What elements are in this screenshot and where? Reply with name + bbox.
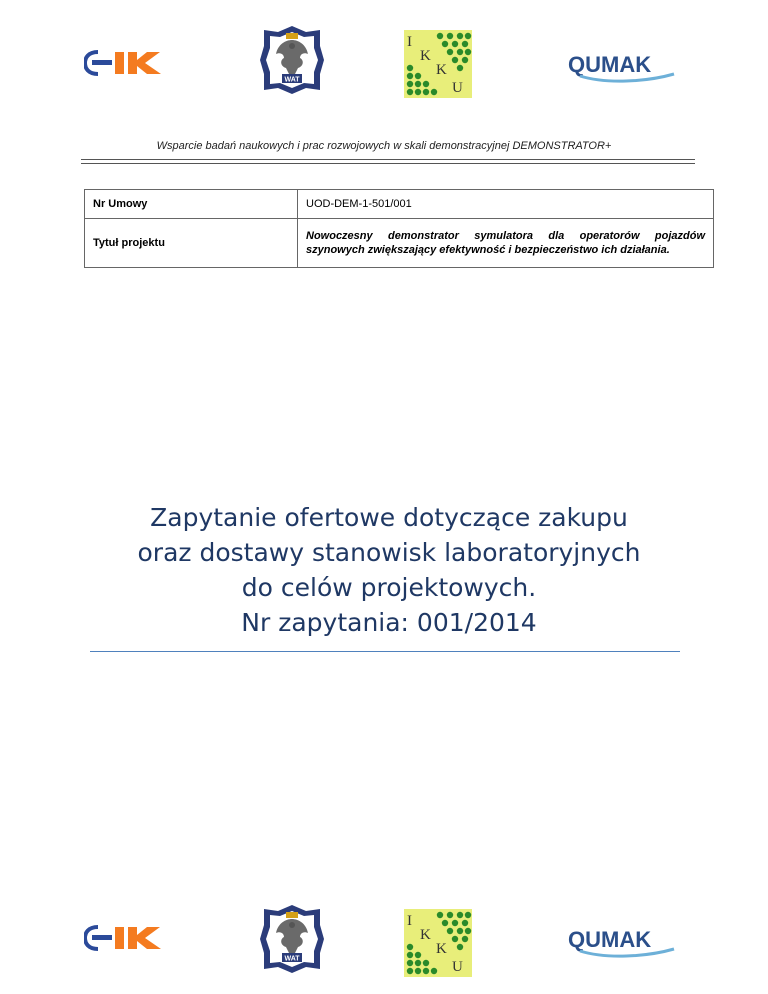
qumak-logo-text: QUMAK bbox=[568, 52, 652, 77]
cik-logo bbox=[84, 925, 166, 951]
project-info-table bbox=[84, 189, 714, 268]
title-line: Zapytanie ofertowe dotyczące zakupu bbox=[150, 503, 628, 532]
ikku-letter-i: I bbox=[407, 913, 412, 929]
footer-logo-row bbox=[0, 903, 768, 983]
project-title-label: Tytuł projektu bbox=[85, 219, 298, 268]
wat-logo-text: WAT bbox=[284, 76, 300, 84]
header-logo-row bbox=[0, 22, 768, 102]
cik-logo bbox=[84, 50, 166, 76]
header-divider bbox=[81, 159, 695, 164]
project-title-value: Nowoczesny demonstrator symulatora dla operatorów pojazdów szynowych zwiększający efektywność i bezpieczeństwo ich działania. bbox=[298, 219, 714, 268]
ikku-letter-k2: K bbox=[436, 62, 447, 78]
qumak-logo bbox=[566, 46, 684, 84]
qumak-logo-text: QUMAK bbox=[568, 927, 652, 952]
wat-logo bbox=[258, 903, 326, 975]
wat-logo bbox=[258, 24, 326, 96]
title-line: Nr zapytania: 001/2014 bbox=[241, 608, 537, 637]
qumak-logo bbox=[566, 921, 684, 959]
title-line: do celów projektowych. bbox=[241, 573, 537, 602]
ikku-letter-i: I bbox=[407, 34, 412, 50]
ikku-logo bbox=[404, 30, 472, 98]
contract-number-label: Nr Umowy bbox=[85, 190, 298, 219]
document-title bbox=[84, 500, 694, 640]
ikku-letter-k2: K bbox=[436, 941, 447, 957]
title-divider bbox=[90, 651, 680, 652]
ikku-logo bbox=[404, 909, 472, 977]
ikku-letter-k1: K bbox=[420, 48, 431, 64]
ikku-letter-u: U bbox=[452, 80, 463, 96]
contract-number-value: UOD-DEM-1-501/001 bbox=[298, 190, 714, 219]
table-row bbox=[85, 219, 714, 268]
wat-logo-text: WAT bbox=[284, 955, 300, 963]
title-line: oraz dostawy stanowisk laboratoryjnych bbox=[137, 538, 641, 567]
table-row bbox=[85, 190, 714, 219]
ikku-letter-k1: K bbox=[420, 927, 431, 943]
ikku-letter-u: U bbox=[452, 959, 463, 975]
header-caption: Wsparcie badań naukowych i prac rozwojowych w skali demonstracyjnej DEMONSTRATOR+ bbox=[156, 140, 612, 152]
